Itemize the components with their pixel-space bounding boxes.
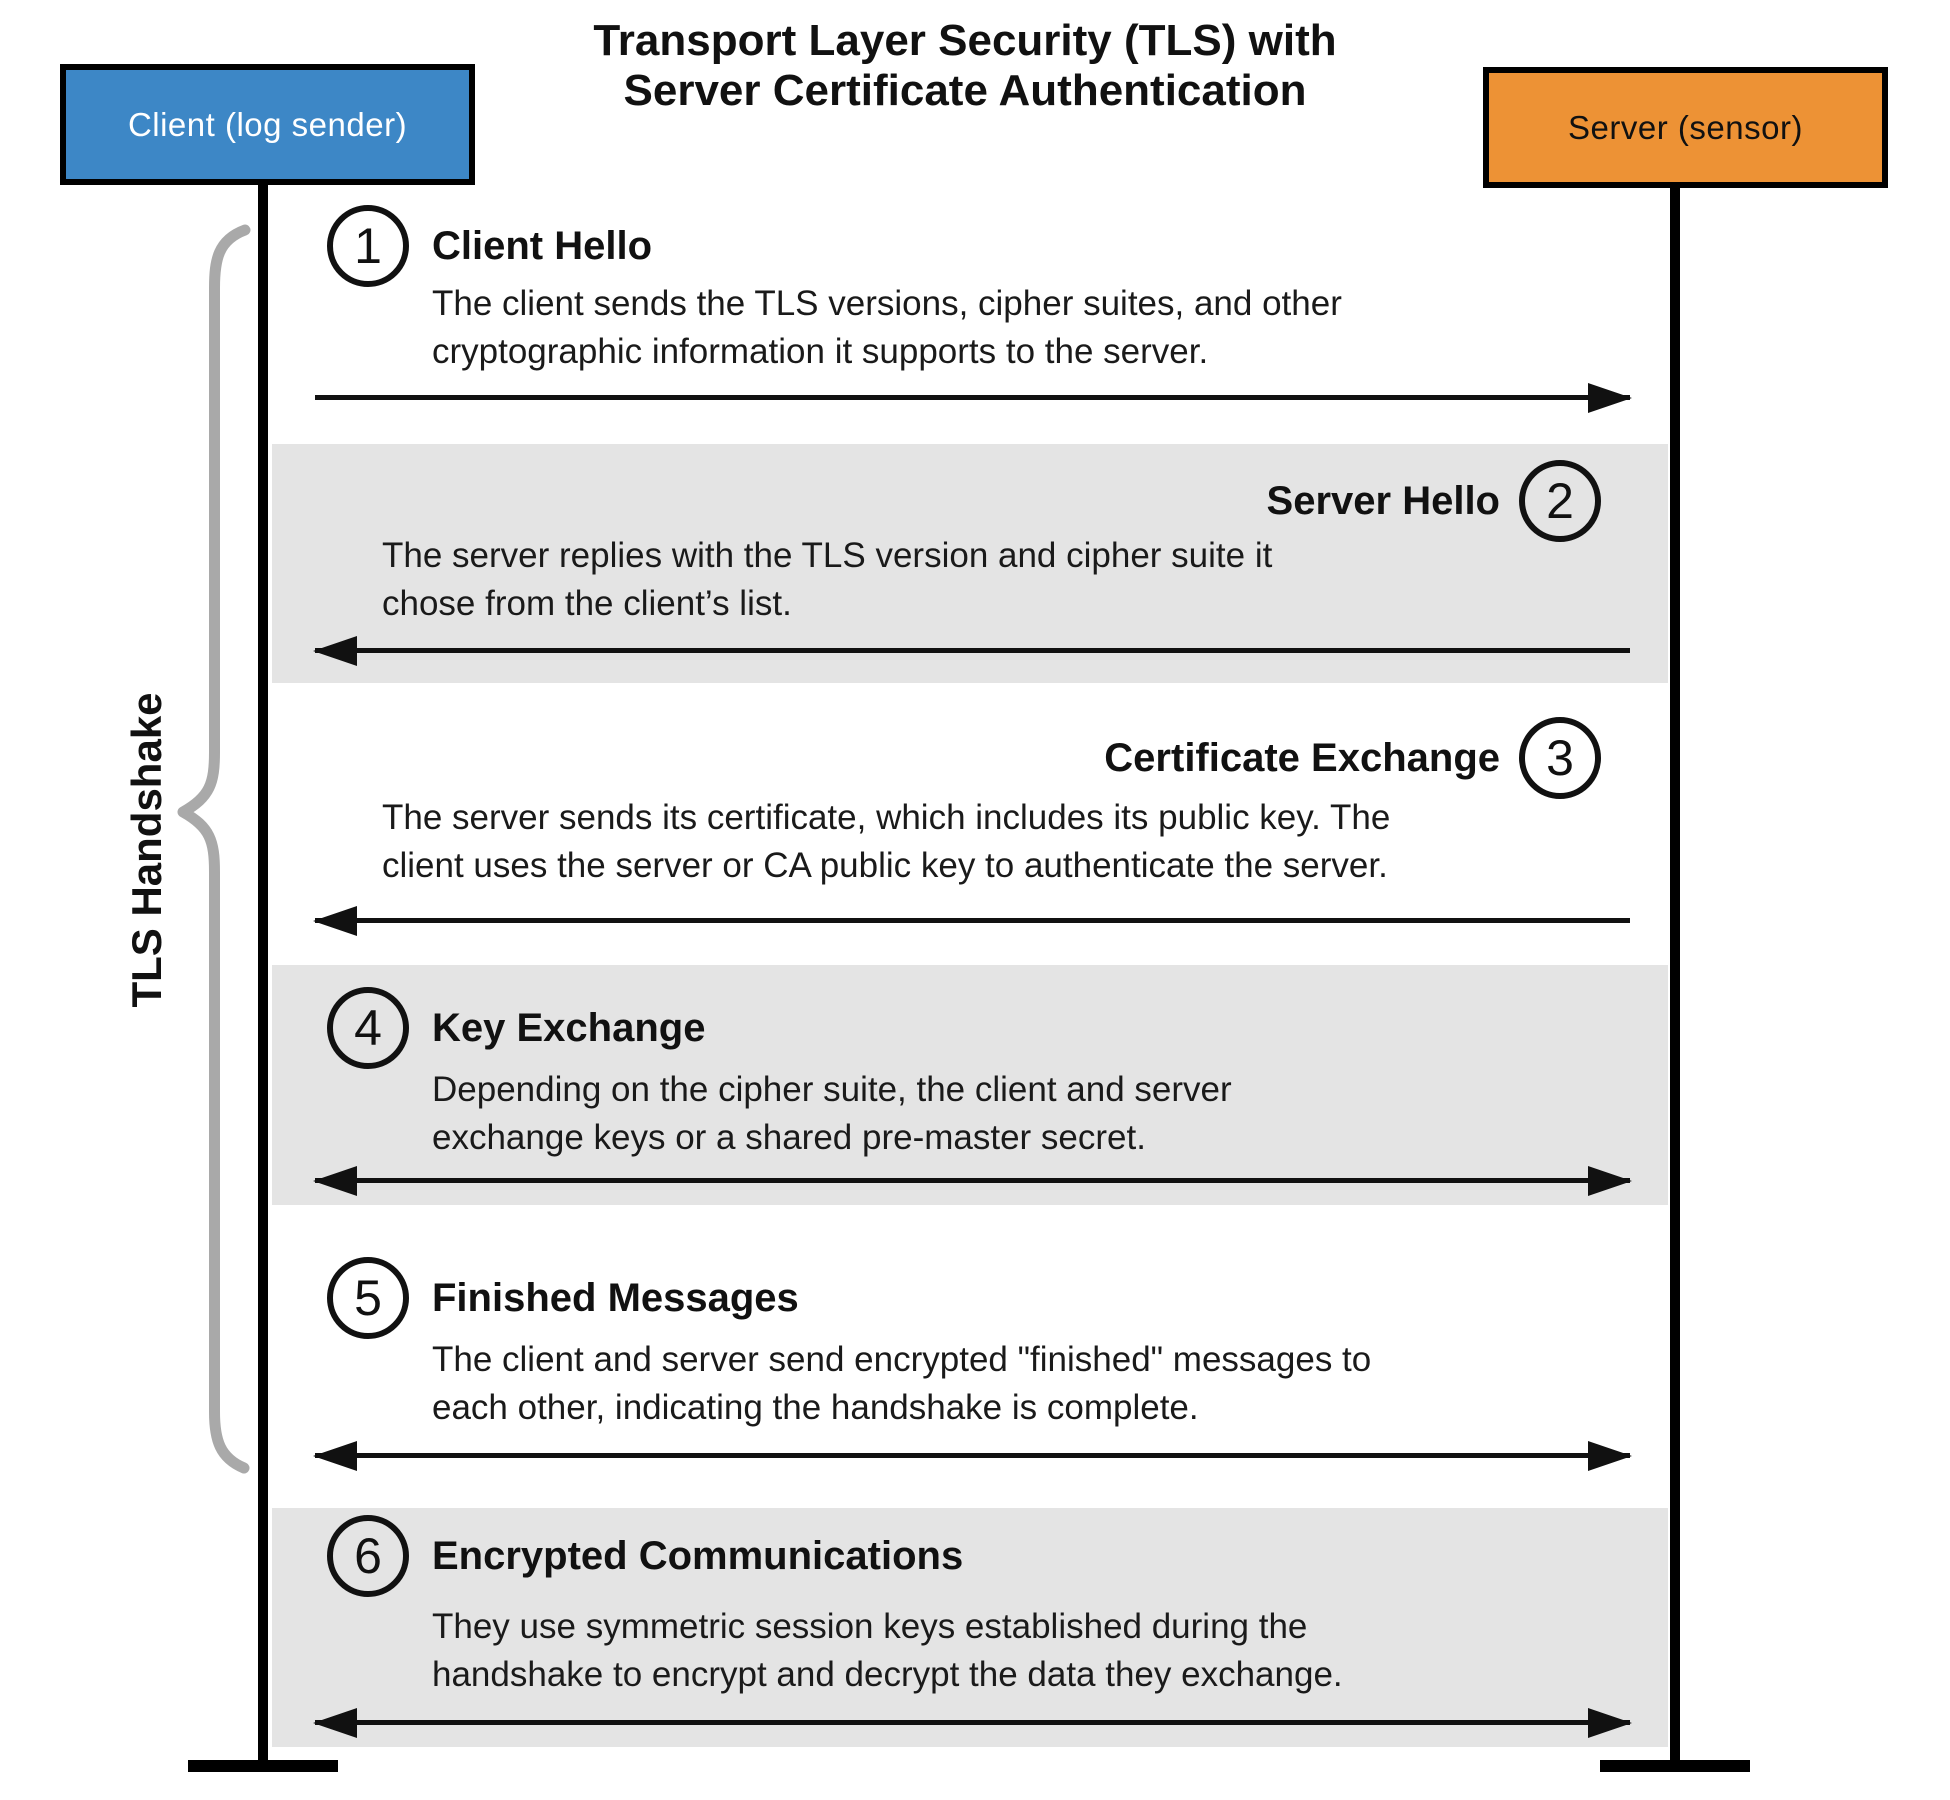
arrowhead-right-icon [1588,1708,1632,1738]
step-6-description [432,1603,1343,1699]
server-actor-box [1483,67,1888,188]
step-5-arrow [315,1453,1630,1458]
step-5-number: 5 [354,1270,382,1326]
title-line-2: Server Certificate Authentication [623,66,1307,115]
arrowhead-left-icon [313,1166,357,1196]
step-6-arrow [315,1720,1630,1725]
step-6-title: Encrypted Communications [432,1534,964,1578]
step-1-arrow [315,395,1630,400]
step-6-desc-line-1: They use symmetric session keys established during the [432,1607,1308,1646]
client-lifeline-terminator [188,1760,338,1772]
tls-handshake-brace [80,180,280,1500]
step-3-number-circle [1519,717,1601,799]
step-2-title: Server Hello [1266,479,1500,523]
arrowhead-right-icon [1588,1441,1632,1471]
step-4-number: 4 [354,1000,382,1056]
step-3-arrow [315,918,1630,923]
step-1-desc-line-1: The client sends the TLS versions, cipher suites, and other [432,284,1342,323]
step-2-number-circle [1519,460,1601,542]
step-4-description [432,1066,1232,1162]
step-2-number: 2 [1546,473,1574,529]
tls-handshake-label: TLS Handshake [123,692,170,1008]
step-4-title: Key Exchange [432,1006,706,1050]
step-6-number-circle [327,1515,409,1597]
step-1-number: 1 [354,218,382,274]
server-lifeline [1670,186,1680,1772]
step-5-desc-line-2: each other, indicating the handshake is complete. [432,1388,1199,1427]
client-actor-box [60,64,475,185]
step-5-desc-line-1: The client and server send encrypted "finished" messages to [432,1340,1372,1379]
client-actor-label: Client (log sender) [127,105,408,143]
step-4-desc-line-2: exchange keys or a shared pre-master secret. [432,1118,1146,1157]
step-5-description [432,1336,1371,1432]
step-5-title: Finished Messages [432,1276,799,1320]
step-4-arrow [315,1178,1630,1183]
step-1-number-circle [327,205,409,287]
step-2-description [382,532,1272,628]
step-1-title: Client Hello [432,224,653,268]
step-4-number-circle [327,987,409,1069]
arrowhead-right-icon [1588,1166,1632,1196]
server-actor-label: Server (sensor) [1568,108,1803,146]
title-line-1: Transport Layer Security (TLS) with [593,16,1337,65]
step-6-desc-line-2: handshake to encrypt and decrypt the data they exchange. [432,1655,1343,1694]
step-6-number: 6 [354,1528,382,1584]
step-2-desc-line-2: chose from the client’s list. [382,584,792,623]
arrowhead-left-icon [313,1708,357,1738]
brace-path [183,230,245,1468]
step-1-desc-line-2: cryptographic information it supports to the server. [432,332,1209,371]
step-3-description [382,794,1390,890]
step-3-title: Certificate Exchange [1104,736,1500,780]
step-5-number-circle [327,1257,409,1339]
arrowhead-left-icon [313,906,357,936]
arrowhead-right-icon [1588,383,1632,413]
step-2-desc-line-1: The server replies with the TLS version and cipher suite it [382,536,1273,575]
step-2-arrow [315,648,1630,653]
step-1-description [432,280,1342,376]
server-lifeline-terminator [1600,1760,1750,1772]
step-4-desc-line-1: Depending on the cipher suite, the client and server [432,1070,1232,1109]
step-3-number: 3 [1546,730,1574,786]
step-3-desc-line-2: client uses the server or CA public key to authenticate the server. [382,846,1388,885]
page-title [300,16,1630,116]
step-3-desc-line-1: The server sends its certificate, which includes its public key. The [382,798,1391,837]
arrowhead-left-icon [313,1441,357,1471]
arrowhead-left-icon [313,636,357,666]
